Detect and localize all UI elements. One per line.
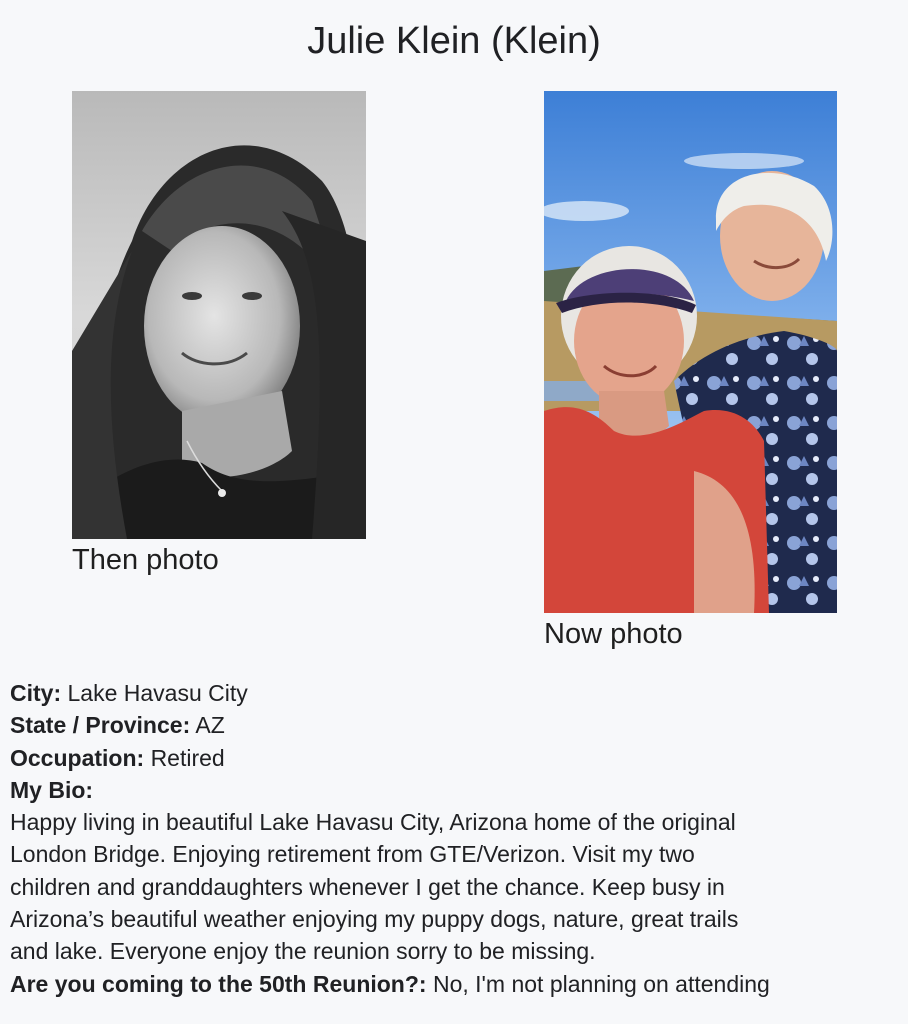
now-photo-caption: Now photo: [544, 618, 683, 650]
city-row: [10, 677, 902, 709]
bio-line: London Bridge. Enjoying retirement from GTE/Verizon. Visit my two: [10, 841, 695, 868]
bio-line: and lake. Everyone enjoy the reunion sorry to be missing.: [10, 938, 596, 965]
city-value: Lake Havasu City: [67, 680, 248, 706]
bio-label: My Bio:: [10, 776, 94, 803]
now-photo-block: [544, 91, 837, 651]
reunion-row: [10, 968, 902, 1000]
profile-title: Julie Klein (Klein): [307, 20, 601, 62]
reunion-label: Are you coming to the 50th Reunion?:: [10, 970, 427, 997]
profile-details: [10, 677, 902, 1000]
occupation-label: Occupation:: [10, 744, 145, 771]
then-photo-caption: Then photo: [72, 544, 219, 576]
then-photo[interactable]: [72, 91, 366, 539]
bio-line: Happy living in beautiful Lake Havasu City, Arizona home of the original: [10, 809, 736, 836]
bio-label-row: [10, 774, 902, 806]
then-photo-block: [72, 91, 366, 577]
occupation-value: Retired: [150, 744, 225, 771]
city-label: City:: [10, 680, 62, 706]
state-row: [10, 709, 902, 741]
state-value: AZ: [195, 712, 225, 739]
bio-line: children and granddaughters whenever I get the chance. Keep busy in: [10, 873, 725, 900]
occupation-row: [10, 742, 902, 774]
reunion-value: No, I'm not planning on attending: [432, 970, 770, 997]
now-photo[interactable]: [544, 91, 837, 613]
state-label: State / Province:: [10, 712, 191, 739]
bio-line: Arizona’s beautiful weather enjoying my puppy dogs, nature, great trails: [10, 906, 739, 933]
